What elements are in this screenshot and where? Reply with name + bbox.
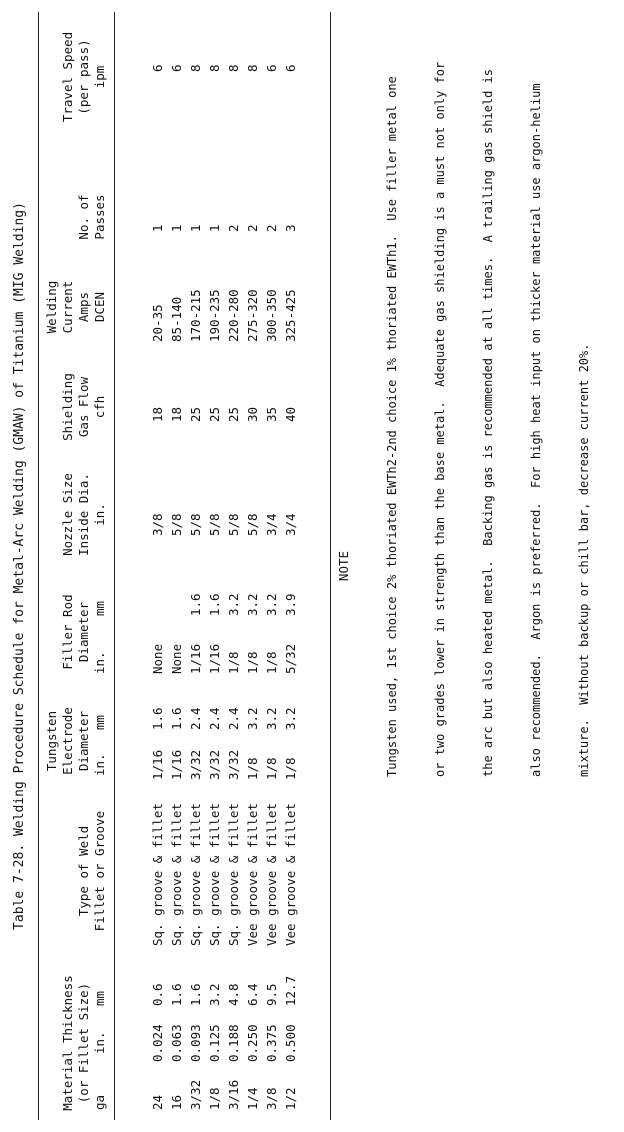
cell-thickness-mm: 1.6 <box>188 983 203 1006</box>
cell-gas-flow: 25 <box>188 406 203 422</box>
table-row <box>226 0 245 1132</box>
header-tungsten-mm: mm <box>92 714 107 730</box>
header-thickness-line-1: Material Thickness <box>60 975 75 1111</box>
header-nozzle-line-1: Nozzle Size <box>60 473 75 556</box>
cell-tungsten-in: 3/32 <box>226 749 241 780</box>
table-row <box>207 0 226 1132</box>
header-current-line-1: Welding <box>44 280 59 334</box>
cell-passes: 3 <box>283 224 298 232</box>
header-current-line-2: Current <box>60 280 75 334</box>
cell-tungsten-mm: 2.4 <box>207 707 222 730</box>
cell-filler-in: 1/8 <box>226 651 241 674</box>
header-current <box>44 267 108 347</box>
header-gas-flow-line-1: Shielding <box>60 373 75 441</box>
cell-thickness-in: 0.063 <box>169 1024 184 1062</box>
header-filler-mm: mm <box>92 600 107 616</box>
cell-speed: 8 <box>207 64 222 72</box>
header-tungsten-line-1: Tungsten <box>44 710 59 772</box>
table-title: Table 7-28. Welding Procedure Schedule for Metal-Arc Welding (GMAW) of Titanium (MIG Welding) <box>12 202 27 930</box>
header-filler-in: in. <box>92 651 107 674</box>
header-tungsten-line-2: Electrode <box>60 707 75 775</box>
cell-filler-mm: 3.9 <box>283 593 298 616</box>
cell-tungsten-mm: 1.6 <box>150 707 165 730</box>
cell-thickness-in: 0.125 <box>207 1024 222 1062</box>
cell-passes: 1 <box>169 224 184 232</box>
cell-thickness-mm: 3.2 <box>207 983 222 1006</box>
cell-tungsten-in: 3/32 <box>207 749 222 780</box>
cell-nozzle: 5/8 <box>169 513 184 536</box>
cell-ga: 1/2 <box>283 1087 298 1110</box>
cell-filler-in: None <box>169 643 184 674</box>
cell-gas-flow: 40 <box>283 406 298 422</box>
cell-passes: 2 <box>264 224 279 232</box>
cell-thickness-in: 0.188 <box>226 1024 241 1062</box>
note-line: mixture. Without backup or chill bar, decrease current 20%. <box>577 343 591 777</box>
cell-thickness-in: 0.375 <box>264 1024 279 1062</box>
header-passes-line-1: No. of <box>76 194 91 240</box>
cell-thickness-in: 0.500 <box>283 1024 298 1062</box>
cell-nozzle: 3/8 <box>150 513 165 536</box>
cell-passes: 1 <box>207 224 222 232</box>
header-weld-type-line-1: Type of Weld <box>76 825 91 917</box>
table-row <box>188 0 207 1132</box>
cell-thickness-mm: 1.6 <box>169 983 184 1006</box>
header-thickness-mm: mm <box>92 990 107 1006</box>
table-row <box>264 0 283 1132</box>
cell-tungsten-mm: 2.4 <box>188 707 203 730</box>
cell-amps: 20-35 <box>150 304 165 342</box>
cell-ga: 24 <box>150 1094 165 1110</box>
cell-amps: 300-350 <box>264 289 279 342</box>
header-tungsten-in: in. <box>92 753 107 776</box>
cell-speed: 6 <box>283 64 298 72</box>
cell-amps: 325-425 <box>283 289 298 342</box>
cell-weld-type: Vee groove & fillet <box>283 803 298 946</box>
cell-amps: 190-235 <box>207 289 222 342</box>
header-gas-flow <box>60 367 108 447</box>
cell-tungsten-mm: 3.2 <box>245 707 260 730</box>
note-line: also recommended. Argon is preferred. For high heat input on thicker material use argon-helium <box>529 83 543 777</box>
header-nozzle <box>60 462 108 567</box>
cell-thickness-mm: 12.7 <box>283 975 298 1006</box>
cell-speed: 8 <box>188 64 203 72</box>
cell-filler-in: 5/32 <box>283 643 298 674</box>
header-filler-line-1: Filler Rod <box>60 594 75 670</box>
cell-passes: 2 <box>245 224 260 232</box>
cell-thickness-mm: 6.4 <box>245 983 260 1006</box>
cell-nozzle: 5/8 <box>226 513 241 536</box>
header-speed-line-2: (per pass) <box>76 39 91 115</box>
cell-weld-type: Sq. groove & fillet <box>226 803 241 946</box>
cell-nozzle: 5/8 <box>245 513 260 536</box>
cell-tungsten-mm: 3.2 <box>283 707 298 730</box>
header-current-line-4: DCEN <box>92 291 107 323</box>
header-thickness-line-2: (or Fillet Size) <box>76 982 91 1104</box>
cell-weld-type: Sq. groove & fillet <box>150 803 165 946</box>
cell-gas-flow: 25 <box>226 406 241 422</box>
cell-ga: 3/32 <box>188 1079 203 1110</box>
note-line: or two grades lower in strength than the base metal. Adequate gas shielding is a must not only for <box>433 61 447 777</box>
header-passes-line-2: Passes <box>92 194 107 240</box>
cell-speed: 6 <box>150 64 165 72</box>
cell-nozzle: 3/4 <box>264 513 279 536</box>
header-current-line-3: Amps <box>76 291 91 323</box>
cell-gas-flow: 18 <box>169 406 184 422</box>
cell-tungsten-in: 1/8 <box>283 757 298 780</box>
cell-tungsten-in: 1/8 <box>245 757 260 780</box>
header-weld-type-line-2: Fillet or Groove <box>92 810 107 932</box>
header-rule <box>114 12 115 1120</box>
header-thickness-in: in. <box>92 1031 107 1054</box>
cell-filler-in: 1/8 <box>264 651 279 674</box>
cell-speed: 6 <box>264 64 279 72</box>
cell-amps: 85-140 <box>169 296 184 342</box>
header-filler-line-2: Diameter <box>76 601 91 663</box>
cell-passes: 2 <box>226 224 241 232</box>
table-row <box>169 0 188 1132</box>
table-row <box>245 0 264 1132</box>
cell-filler-in: 1/16 <box>207 643 222 674</box>
cell-speed: 8 <box>226 64 241 72</box>
header-tungsten <box>44 700 92 782</box>
cell-filler-in: 1/16 <box>188 643 203 674</box>
cell-nozzle: 3/4 <box>283 513 298 536</box>
cell-amps: 170-215 <box>188 289 203 342</box>
cell-amps: 275-320 <box>245 289 260 342</box>
note-text <box>352 61 624 777</box>
cell-tungsten-in: 1/8 <box>264 757 279 780</box>
header-tungsten-line-3: Diameter <box>76 710 91 772</box>
cell-speed: 6 <box>169 64 184 72</box>
cell-filler-mm: 1.6 <box>188 593 203 616</box>
note-line: the arc but also heated metal. Backing gas is recommended at all times. A trailing gas shield is <box>481 68 495 777</box>
cell-tungsten-mm: 1.6 <box>169 707 184 730</box>
header-gas-flow-line-2: Gas Flow <box>76 376 91 438</box>
cell-amps: 220-280 <box>226 289 241 342</box>
header-weld-type <box>76 796 108 946</box>
cell-filler-in: 1/8 <box>245 651 260 674</box>
cell-thickness-in: 0.250 <box>245 1024 260 1062</box>
cell-weld-type: Sq. groove & fillet <box>169 803 184 946</box>
cell-filler-mm: 1.6 <box>207 593 222 616</box>
cell-filler-in: None <box>150 643 165 674</box>
cell-ga: 3/16 <box>226 1079 241 1110</box>
bottom-rule <box>330 12 331 1120</box>
cell-gas-flow: 35 <box>264 406 279 422</box>
cell-gas-flow: 30 <box>245 406 260 422</box>
header-speed-line-1: Travel Speed <box>60 31 75 123</box>
table-row <box>283 0 302 1132</box>
cell-tungsten-mm: 3.2 <box>264 707 279 730</box>
cell-filler-mm: 3.2 <box>264 593 279 616</box>
note-heading: NOTE <box>336 550 351 582</box>
cell-thickness-in: 0.024 <box>150 1024 165 1062</box>
header-speed-line-3: ipm <box>92 65 107 89</box>
cell-passes: 1 <box>150 224 165 232</box>
cell-gas-flow: 18 <box>150 406 165 422</box>
header-filler <box>60 582 92 682</box>
cell-filler-mm: 3.2 <box>245 593 260 616</box>
cell-weld-type: Sq. groove & fillet <box>188 803 203 946</box>
table-row <box>150 0 169 1132</box>
cell-speed: 8 <box>245 64 260 72</box>
header-passes <box>76 182 108 252</box>
header-thickness-ga: ga <box>92 1094 107 1110</box>
note-line: Tungsten used, 1st choice 2% thoriated EWTh2-2nd choice 1% thoriated EWTh1. Use filler metal one <box>385 76 399 777</box>
cell-tungsten-in: 3/32 <box>188 749 203 780</box>
cell-tungsten-in: 1/16 <box>169 749 184 780</box>
cell-gas-flow: 25 <box>207 406 222 422</box>
cell-thickness-mm: 0.6 <box>150 983 165 1006</box>
cell-thickness-in: 0.093 <box>188 1024 203 1062</box>
header-thickness <box>60 968 92 1118</box>
cell-thickness-mm: 4.8 <box>226 983 241 1006</box>
cell-ga: 3/8 <box>264 1087 279 1110</box>
cell-weld-type: Vee groove & fillet <box>245 803 260 946</box>
header-nozzle-line-3: in. <box>92 503 107 526</box>
header-gas-flow-line-3: cfh <box>92 395 107 419</box>
cell-ga: 1/4 <box>245 1087 260 1110</box>
cell-ga: 1/8 <box>207 1087 222 1110</box>
header-nozzle-line-2: Inside Dia. <box>76 473 91 556</box>
cell-thickness-mm: 9.5 <box>264 983 279 1006</box>
cell-tungsten-mm: 2.4 <box>226 707 241 730</box>
cell-weld-type: Sq. groove & fillet <box>207 803 222 946</box>
cell-nozzle: 5/8 <box>188 513 203 536</box>
cell-tungsten-in: 1/16 <box>150 749 165 780</box>
header-speed <box>60 22 108 132</box>
cell-weld-type: Vee groove & fillet <box>264 803 279 946</box>
cell-ga: 16 <box>169 1094 184 1110</box>
cell-passes: 1 <box>188 224 203 232</box>
top-rule <box>38 12 39 1120</box>
cell-nozzle: 5/8 <box>207 513 222 536</box>
cell-filler-mm: 3.2 <box>226 593 241 616</box>
